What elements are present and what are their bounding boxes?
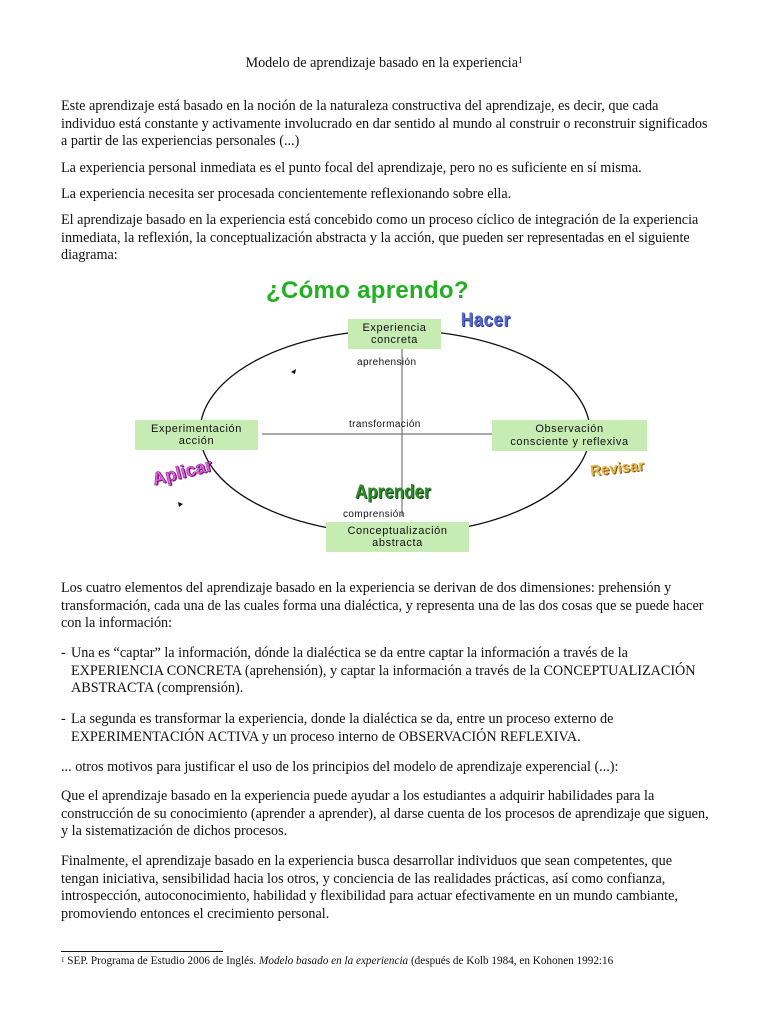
document-title: [0, 55, 768, 73]
final-paragraph: Finalmente, el aprendizaje basado en la experiencia busca desarrollar individuos que sean competentes, que tengan iniciativa, sensibilidad hacia los otros, y conciencia de las realidades prácticas, así como confianza, introspección, autoconocimiento, habilidad y flexibilidad para actuar efectivamente en un mundo cambiante, promoviendo entonces el crecimiento personal.: [61, 853, 678, 922]
list-dash: -: [61, 711, 66, 727]
label-aprehension: aprehensión: [357, 357, 417, 368]
footnote-text-before: SEP. Programa de Estudio 2006 de Inglés.: [64, 955, 260, 967]
intro-paragraph-4: El aprendizaje basado en la experiencia está concebido como un proceso cíclico de integración de la experiencia inmediata, la reflexión, la conceptualización abstracta y la acción, que pueden ser representadas en el siguiente diagrama:: [61, 212, 699, 263]
list-item-text: Una es “captar” la información, dónde la dialéctica se da entre captar la información a través de la EXPERIENCIA CONCRETA (aprehensión), y captar la información a través de la CONCEPTUALIZACIÓN ABSTRACTA (comprensión).: [71, 645, 696, 696]
learning-cycle-diagram: [130, 277, 660, 555]
footnote-mark: 1: [518, 55, 523, 65]
diagram-title: ¿Cómo aprendo?: [266, 277, 469, 304]
box-line: abstracta: [372, 537, 423, 549]
box-conceptualizacion-abstracta: [326, 522, 469, 552]
arrow-marker-top: [291, 369, 296, 374]
arrow-marker-bottom: [178, 502, 183, 507]
footnote-number: 1: [61, 956, 65, 964]
motives-paragraph: ... otros motivos para justificar el uso de los principios del modelo de aprendizaje experencial (...):: [61, 759, 619, 775]
wordart-hacer: Hacer: [460, 310, 511, 331]
list-dash: -: [61, 645, 66, 661]
list-item-transformar: [61, 711, 711, 746]
box-line: concreta: [371, 334, 418, 346]
box-line: Experiencia: [362, 321, 427, 334]
box-experiencia-concreta: [348, 319, 441, 349]
box-line: consciente y reflexiva: [510, 435, 629, 448]
box-line: Experimentación: [151, 422, 242, 435]
wordart-aplicar: Aplicar: [150, 454, 215, 490]
box-line: Conceptualización: [347, 524, 448, 537]
title-text: Modelo de aprendizaje basado en la experiencia: [245, 55, 519, 71]
footnote-italic-title: Modelo basado en la experiencia: [259, 955, 409, 967]
box-line: acción: [178, 435, 215, 447]
wordart-revisar: Revisar: [589, 457, 645, 480]
footnote-separator: [61, 951, 223, 952]
list-item-captar: [61, 645, 711, 698]
box-experimentacion-accion: [135, 420, 258, 450]
intro-paragraph-1: Este aprendizaje está basado en la noción de la naturaleza constructiva del aprendizaje, es decir, que cada individuo está constante y activamente involucrado en dar sentido al mundo al construir o reconstruir significados a partir de las experiencias personales (...): [61, 98, 708, 149]
intro-paragraph-3: La experiencia necesita ser procesada concientemente reflexionando sobre ella.: [61, 186, 512, 202]
box-line: Observación: [535, 423, 604, 435]
footnote: [61, 955, 741, 968]
wordart-aprender: Aprender: [355, 480, 431, 503]
label-comprension: comprensión: [343, 509, 405, 520]
dimensions-paragraph: Los cuatro elementos del aprendizaje basado en la experiencia se derivan de dos dimensiones: prehensión y transformación, cada una de las cuales forma una dialéctica, y representa una de las dos cosas que se puede hacer con la información:: [61, 580, 704, 631]
list-item-text: La segunda es transformar la experiencia, donde la dialéctica se da, entre un proceso externo de EXPERIMENTACIÓN ACTIVA y un proceso interno de OBSERVACIÓN REFLEXIVA.: [71, 711, 614, 745]
footnote-text-after: (después de Kolb 1984, en Kohonen 1992:16: [408, 955, 614, 967]
que-paragraph: Que el aprendizaje basado en la experiencia puede ayudar a los estudiantes a adquirir habilidades para la construcción de su conocimiento (aprender a aprender), al darse cuenta de los procesos de aprendizaje que siguen, y la sistematización de dichos procesos.: [61, 788, 709, 839]
box-observacion-reflexiva: [492, 420, 647, 451]
intro-paragraph-2: La experiencia personal inmediata es el punto focal del aprendizaje, pero no es suficiente en sí misma.: [61, 160, 642, 176]
label-transformacion: transformación: [349, 419, 421, 430]
